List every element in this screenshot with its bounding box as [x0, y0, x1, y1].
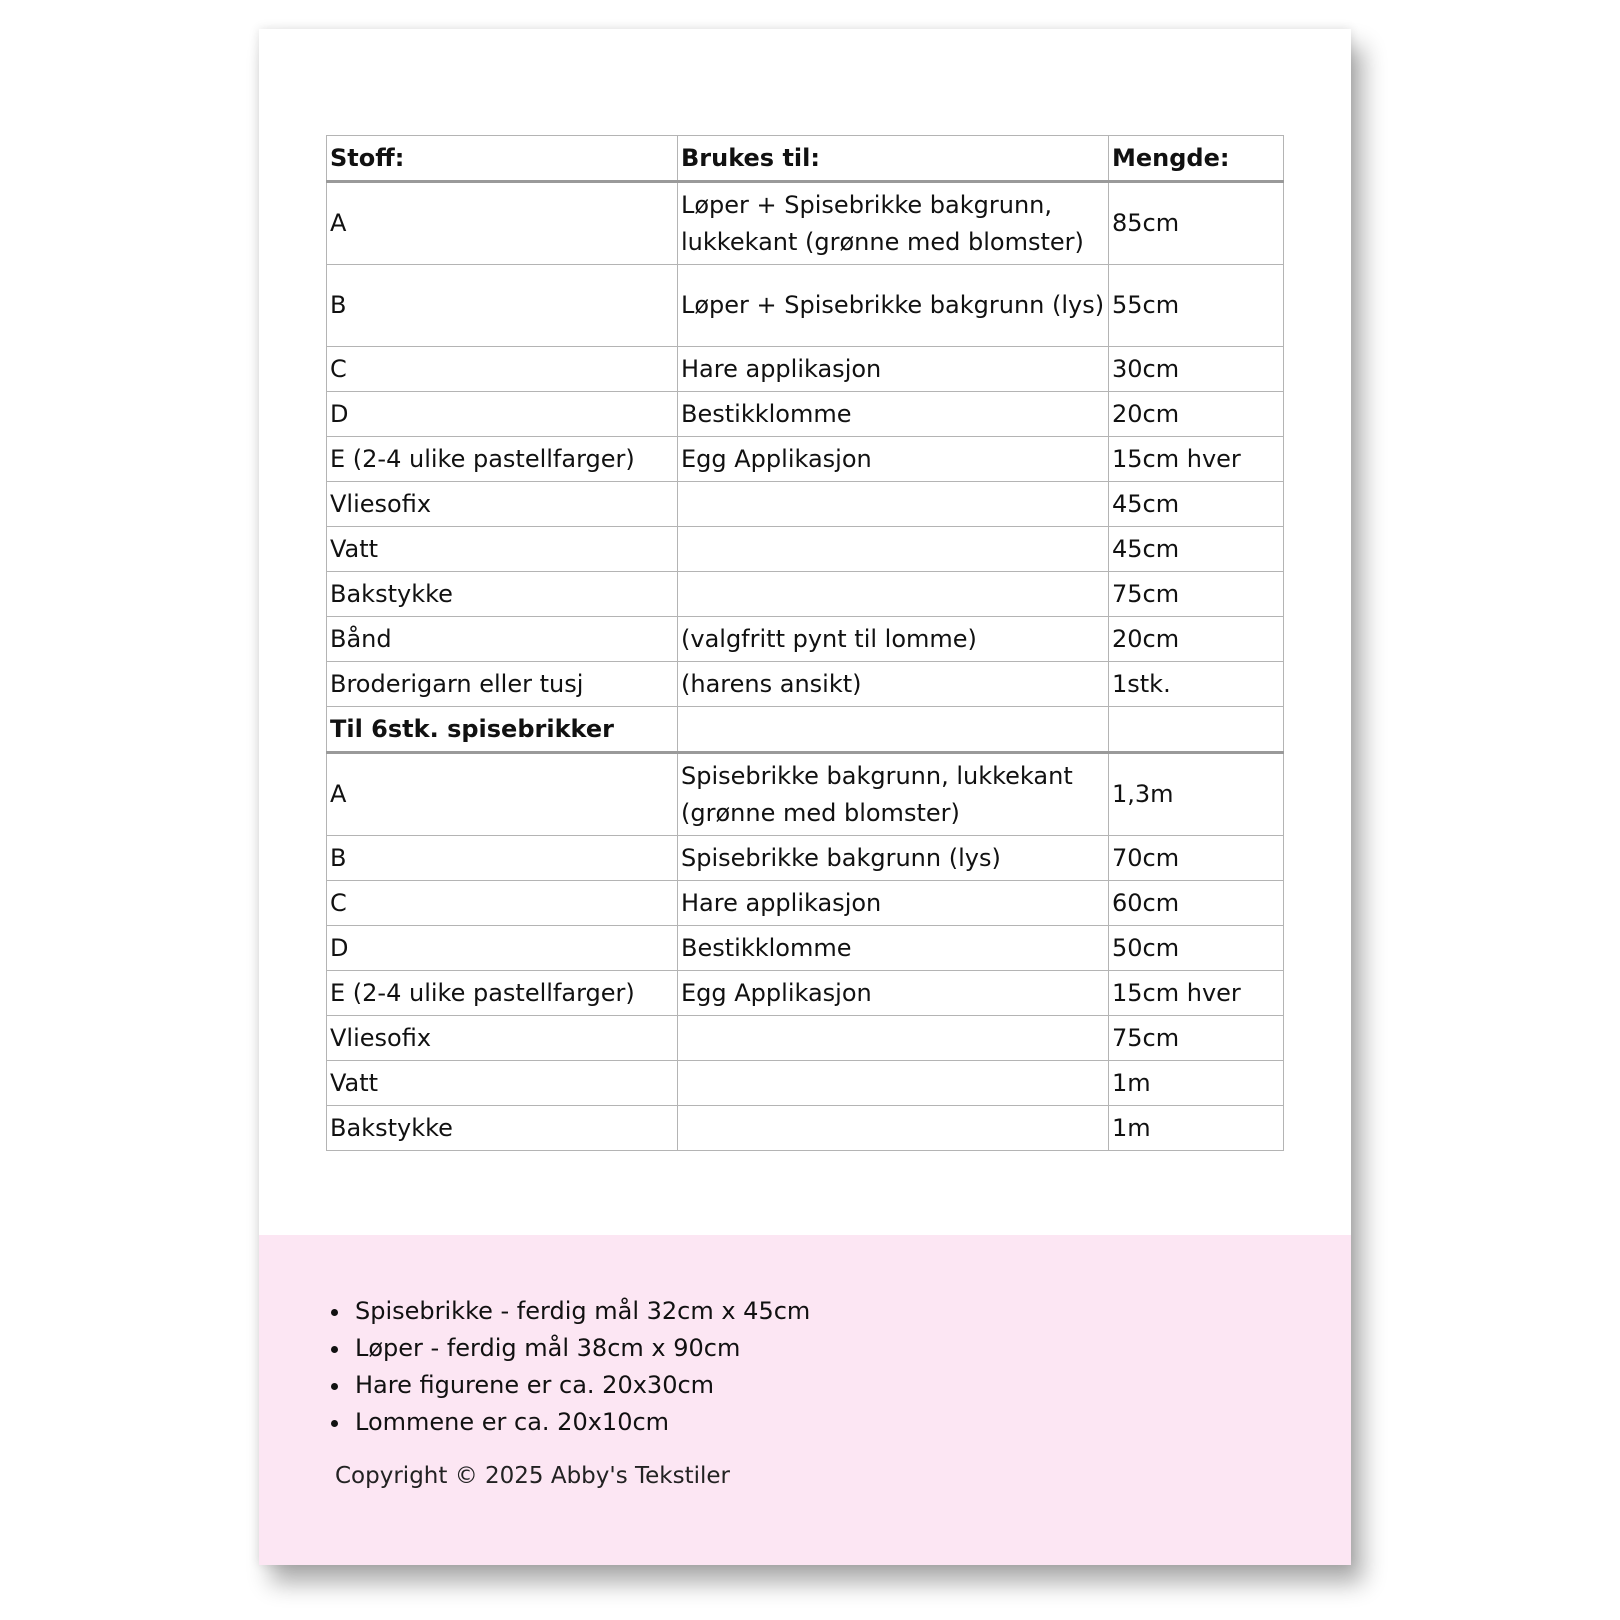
notes-list: [324, 1293, 810, 1441]
amount-cell: 1,3m: [1109, 753, 1284, 836]
usage-cell: Løper + Spisebrikke bakgrunn, lukkekant (grønne med blomster): [678, 182, 1109, 265]
fabric-cell: A: [327, 753, 678, 836]
amount-cell: 30cm: [1109, 347, 1284, 392]
fabric-requirements-table: [326, 135, 1284, 1151]
amount-cell: 1m: [1109, 1061, 1284, 1106]
amount-cell: 70cm: [1109, 836, 1284, 881]
usage-cell: (harens ansikt): [678, 662, 1109, 707]
table-row: [327, 1106, 1284, 1151]
table-row: [327, 482, 1284, 527]
usage-cell: Spisebrikke bakgrunn, lukkekant (grønne med blomster): [678, 753, 1109, 836]
fabric-cell: D: [327, 392, 678, 437]
usage-cell: Løper + Spisebrikke bakgrunn (lys): [678, 265, 1109, 347]
fabric-cell: Vatt: [327, 527, 678, 572]
fabric-cell: Vliesofix: [327, 1016, 678, 1061]
usage-cell: [678, 1106, 1109, 1151]
usage-cell: Hare applikasjon: [678, 881, 1109, 926]
fabric-cell: B: [327, 836, 678, 881]
amount-cell: 45cm: [1109, 527, 1284, 572]
usage-cell: Egg Applikasjon: [678, 971, 1109, 1016]
table-row: [327, 662, 1284, 707]
list-item: • Løper - ferdig mål 38cm x 90cm: [352, 1330, 810, 1367]
usage-cell: [678, 527, 1109, 572]
list-item: • Spisebrikke - ferdig mål 32cm x 45cm: [352, 1293, 810, 1330]
header-mengde: Mengde:: [1109, 136, 1284, 182]
amount-cell: 75cm: [1109, 1016, 1284, 1061]
table-row: [327, 881, 1284, 926]
amount-cell: 20cm: [1109, 392, 1284, 437]
amount-cell: 50cm: [1109, 926, 1284, 971]
fabric-cell: Bakstykke: [327, 572, 678, 617]
table-row: [327, 617, 1284, 662]
usage-cell: [678, 1061, 1109, 1106]
header-stoff: Stoff:: [327, 136, 678, 182]
list-item: • Lommene er ca. 20x10cm: [352, 1404, 810, 1441]
table-row: [327, 926, 1284, 971]
amount-cell: 45cm: [1109, 482, 1284, 527]
table-header-row: [327, 136, 1284, 182]
fabric-cell: C: [327, 347, 678, 392]
fabric-cell: B: [327, 265, 678, 347]
amount-cell: 75cm: [1109, 572, 1284, 617]
table-row: [327, 971, 1284, 1016]
table-row: [327, 392, 1284, 437]
usage-cell: Egg Applikasjon: [678, 437, 1109, 482]
amount-cell: 20cm: [1109, 617, 1284, 662]
fabric-cell: E (2-4 ulike pastellfarger): [327, 437, 678, 482]
fabric-cell: A: [327, 182, 678, 265]
table-row: [327, 182, 1284, 265]
usage-cell: (valgfritt pynt til lomme): [678, 617, 1109, 662]
usage-cell: Spisebrikke bakgrunn (lys): [678, 836, 1109, 881]
list-item: • Hare figurene er ca. 20x30cm: [352, 1367, 810, 1404]
fabric-cell: Broderigarn eller tusj: [327, 662, 678, 707]
table-row: [327, 527, 1284, 572]
fabric-cell: Bånd: [327, 617, 678, 662]
amount-cell: 1stk.: [1109, 662, 1284, 707]
empty-cell: [1109, 707, 1284, 753]
usage-cell: Hare applikasjon: [678, 347, 1109, 392]
amount-cell: 85cm: [1109, 182, 1284, 265]
usage-cell: Bestikklomme: [678, 926, 1109, 971]
table-row: [327, 347, 1284, 392]
amount-cell: 55cm: [1109, 265, 1284, 347]
fabric-cell: C: [327, 881, 678, 926]
usage-cell: [678, 572, 1109, 617]
table-row: [327, 572, 1284, 617]
section-title: Til 6stk. spisebrikker: [327, 707, 678, 753]
usage-cell: [678, 482, 1109, 527]
amount-cell: 1m: [1109, 1106, 1284, 1151]
table-row: [327, 265, 1284, 347]
section-header-row: [327, 707, 1284, 753]
fabric-cell: E (2-4 ulike pastellfarger): [327, 971, 678, 1016]
amount-cell: 60cm: [1109, 881, 1284, 926]
fabric-cell: Vliesofix: [327, 482, 678, 527]
table-row: [327, 753, 1284, 836]
empty-cell: [678, 707, 1109, 753]
usage-cell: Bestikklomme: [678, 392, 1109, 437]
amount-cell: 15cm hver: [1109, 437, 1284, 482]
fabric-cell: Vatt: [327, 1061, 678, 1106]
copyright-text: Copyright © 2025 Abby's Tekstiler: [335, 1463, 731, 1489]
table-row: [327, 836, 1284, 881]
table-row: [327, 1061, 1284, 1106]
footer-notes-panel: [259, 1235, 1351, 1565]
usage-cell: [678, 1016, 1109, 1061]
table-row: [327, 1016, 1284, 1061]
header-brukes-til: Brukes til:: [678, 136, 1109, 182]
fabric-cell: D: [327, 926, 678, 971]
fabric-cell: Bakstykke: [327, 1106, 678, 1151]
document-page: [259, 29, 1351, 1565]
amount-cell: 15cm hver: [1109, 971, 1284, 1016]
table-row: [327, 437, 1284, 482]
